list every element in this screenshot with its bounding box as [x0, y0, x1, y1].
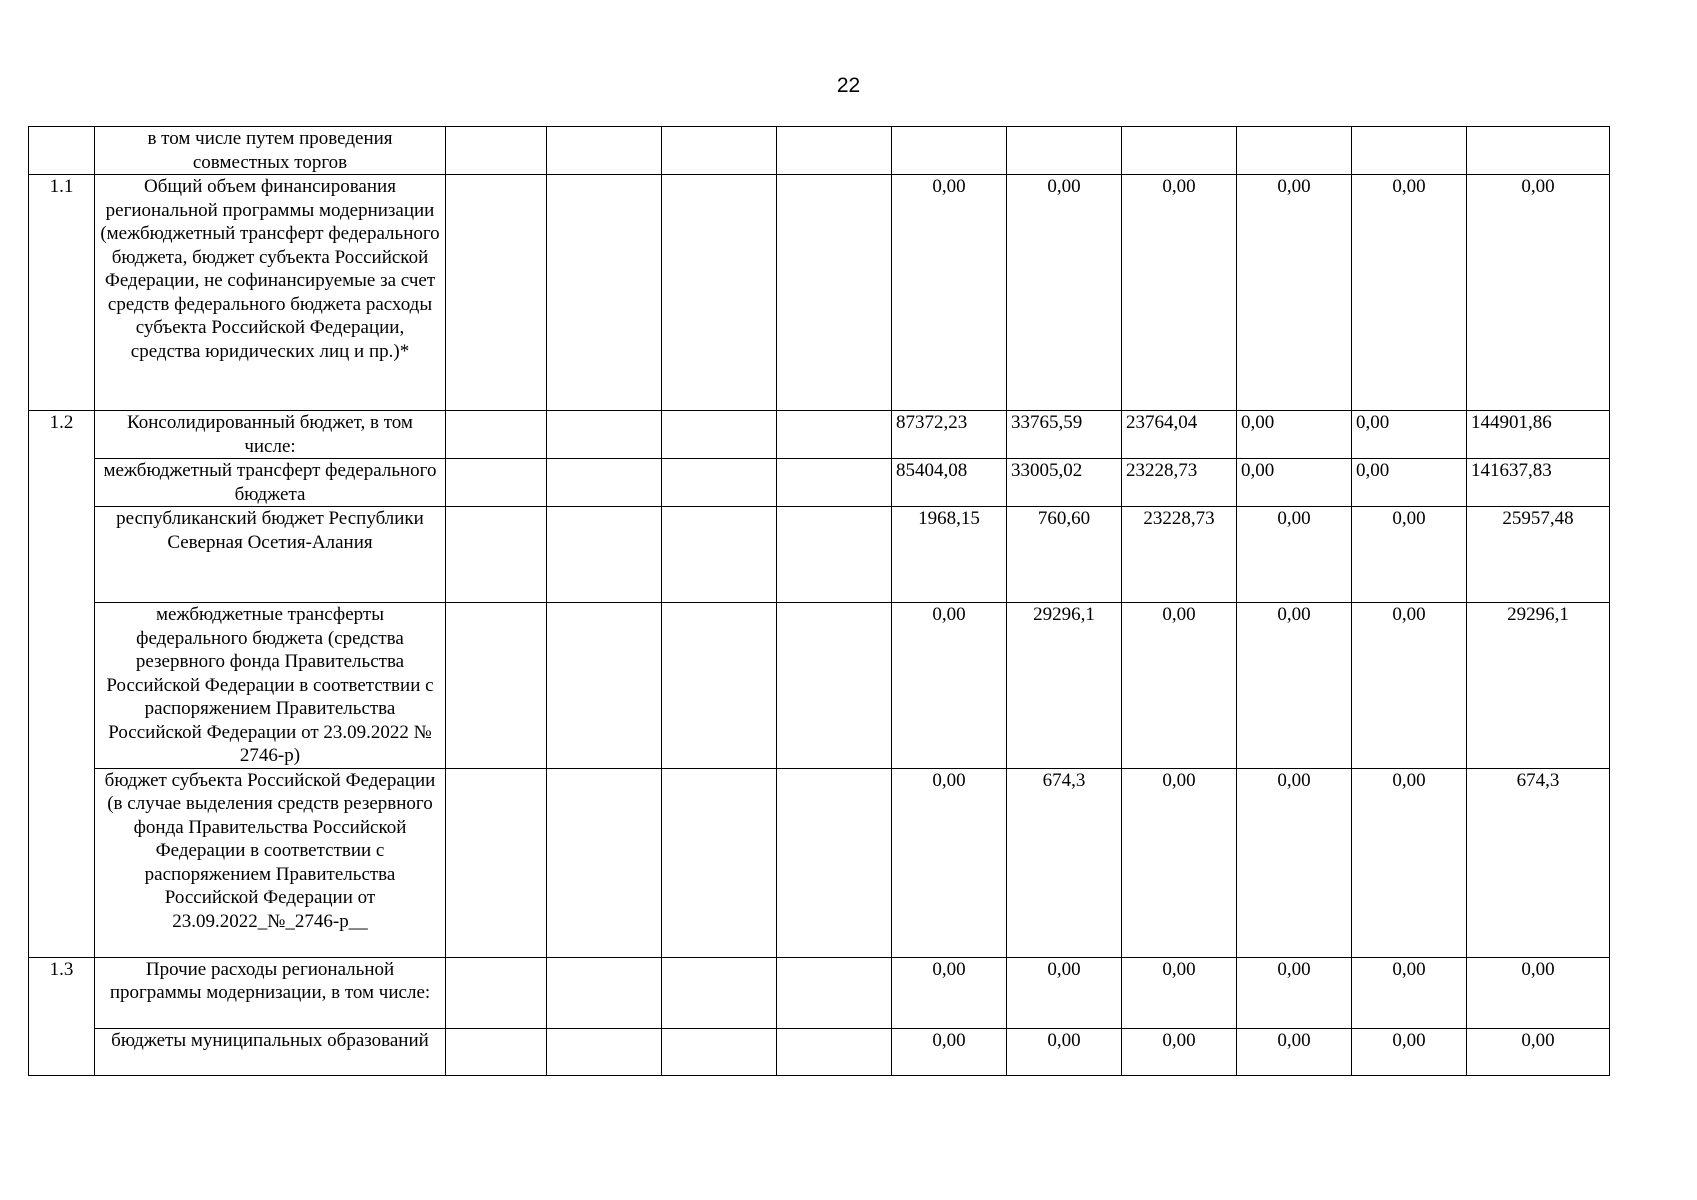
row-number: 1.3: [29, 957, 95, 1075]
value-cell: 760,60: [1007, 507, 1122, 603]
empty-cell: [547, 459, 662, 507]
value-cell: 0,00: [1352, 459, 1467, 507]
value-cell: 1968,15: [892, 507, 1007, 603]
value-cell: [1007, 127, 1122, 175]
value-cell: 0,00: [1467, 957, 1610, 1028]
financing-table: [28, 126, 1610, 1076]
value-cell: 0,00: [892, 1028, 1007, 1075]
value-cell: 0,00: [1122, 175, 1237, 411]
empty-cell: [446, 127, 547, 175]
empty-cell: [662, 603, 777, 769]
value-cell: 141637,83: [1467, 459, 1610, 507]
value-cell: 0,00: [1467, 1028, 1610, 1075]
empty-cell: [547, 175, 662, 411]
value-cell: 0,00: [1352, 507, 1467, 603]
row-description: в том числе путем проведения совместных торгов: [95, 127, 446, 175]
empty-cell: [446, 411, 547, 459]
row-number: [29, 127, 95, 175]
value-cell: 0,00: [1352, 411, 1467, 459]
value-cell: [892, 127, 1007, 175]
empty-cell: [547, 603, 662, 769]
empty-cell: [777, 175, 892, 411]
empty-cell: [446, 603, 547, 769]
empty-cell: [777, 459, 892, 507]
value-cell: 0,00: [1237, 459, 1352, 507]
value-cell: 0,00: [1237, 175, 1352, 411]
empty-cell: [662, 175, 777, 411]
empty-cell: [777, 411, 892, 459]
value-cell: 0,00: [1007, 957, 1122, 1028]
row-description: Общий объем финансирования региональной программы модернизации (межбюджетный трансферт федерального бюджета, бюджет субъекта Российской Федерации, не софинансируемые за счет средств федерального бюджета расходы субъекта Российской Федерации, средства юридических лиц и пр.)*: [95, 175, 446, 411]
empty-cell: [446, 1028, 547, 1075]
empty-cell: [446, 507, 547, 603]
empty-cell: [446, 459, 547, 507]
value-cell: 0,00: [1237, 1028, 1352, 1075]
value-cell: 0,00: [1122, 768, 1237, 957]
value-cell: 0,00: [1352, 957, 1467, 1028]
table-row: [29, 411, 1610, 459]
value-cell: 0,00: [1237, 957, 1352, 1028]
value-cell: [1352, 127, 1467, 175]
value-cell: 0,00: [1007, 1028, 1122, 1075]
value-cell: 87372,23: [892, 411, 1007, 459]
empty-cell: [662, 411, 777, 459]
empty-cell: [547, 507, 662, 603]
value-cell: 0,00: [892, 768, 1007, 957]
value-cell: 0,00: [892, 603, 1007, 769]
value-cell: 85404,08: [892, 459, 1007, 507]
value-cell: 23228,73: [1122, 459, 1237, 507]
value-cell: 0,00: [892, 957, 1007, 1028]
row-description: межбюджетные трансферты федерального бюджета (средства резервного фонда Правительства Российской Федерации в соответствии с распоряжением Правительства Российской Федерации от 23.09.2022 № 2746-р): [95, 603, 446, 769]
row-description: республиканский бюджет Республики Северная Осетия-Алания: [95, 507, 446, 603]
empty-cell: [547, 1028, 662, 1075]
table-row: [29, 127, 1610, 175]
table-row: [29, 459, 1610, 507]
empty-cell: [662, 1028, 777, 1075]
empty-cell: [777, 603, 892, 769]
empty-cell: [777, 1028, 892, 1075]
empty-cell: [777, 768, 892, 957]
value-cell: 0,00: [1237, 768, 1352, 957]
value-cell: 0,00: [1122, 603, 1237, 769]
empty-cell: [547, 127, 662, 175]
value-cell: 0,00: [1352, 1028, 1467, 1075]
value-cell: 0,00: [1352, 175, 1467, 411]
empty-cell: [446, 768, 547, 957]
value-cell: [1237, 127, 1352, 175]
row-description: бюджеты муниципальных образований: [95, 1028, 446, 1075]
empty-cell: [446, 175, 547, 411]
empty-cell: [662, 957, 777, 1028]
row-description: межбюджетный трансферт федерального бюджета: [95, 459, 446, 507]
value-cell: 0,00: [1237, 507, 1352, 603]
value-cell: 0,00: [1007, 175, 1122, 411]
table-row: [29, 1028, 1610, 1075]
table-row: [29, 175, 1610, 411]
empty-cell: [777, 507, 892, 603]
value-cell: 0,00: [892, 175, 1007, 411]
value-cell: 0,00: [1237, 603, 1352, 769]
value-cell: 0,00: [1122, 957, 1237, 1028]
value-cell: [1467, 127, 1610, 175]
empty-cell: [662, 459, 777, 507]
row-description: Прочие расходы региональной программы модернизации, в том числе:: [95, 957, 446, 1028]
value-cell: 674,3: [1467, 768, 1610, 957]
empty-cell: [777, 127, 892, 175]
value-cell: 0,00: [1122, 1028, 1237, 1075]
value-cell: [1122, 127, 1237, 175]
value-cell: 29296,1: [1007, 603, 1122, 769]
value-cell: 23228,73: [1122, 507, 1237, 603]
row-number: 1.2: [29, 411, 95, 958]
value-cell: 33005,02: [1007, 459, 1122, 507]
empty-cell: [662, 768, 777, 957]
empty-cell: [547, 957, 662, 1028]
value-cell: 0,00: [1467, 175, 1610, 411]
row-description: бюджет субъекта Российской Федерации (в случае выделения средств резервного фонда Правительства Российской Федерации в соответствии с распоряжением Правительства Российской Федерации от 23.09.2022_№_2746-р__: [95, 768, 446, 957]
row-description: Консолидированный бюджет, в том числе:: [95, 411, 446, 459]
value-cell: 33765,59: [1007, 411, 1122, 459]
value-cell: 0,00: [1237, 411, 1352, 459]
table-row: [29, 768, 1610, 957]
empty-cell: [547, 411, 662, 459]
table-row: [29, 957, 1610, 1028]
row-number: 1.1: [29, 175, 95, 411]
table-row: [29, 507, 1610, 603]
empty-cell: [547, 768, 662, 957]
table-row: [29, 603, 1610, 769]
page-number: 22: [836, 74, 861, 97]
value-cell: 23764,04: [1122, 411, 1237, 459]
value-cell: 29296,1: [1467, 603, 1610, 769]
empty-cell: [662, 507, 777, 603]
empty-cell: [777, 957, 892, 1028]
value-cell: 0,00: [1352, 768, 1467, 957]
value-cell: 25957,48: [1467, 507, 1610, 603]
empty-cell: [446, 957, 547, 1028]
value-cell: 144901,86: [1467, 411, 1610, 459]
value-cell: 0,00: [1352, 603, 1467, 769]
empty-cell: [662, 127, 777, 175]
value-cell: 674,3: [1007, 768, 1122, 957]
